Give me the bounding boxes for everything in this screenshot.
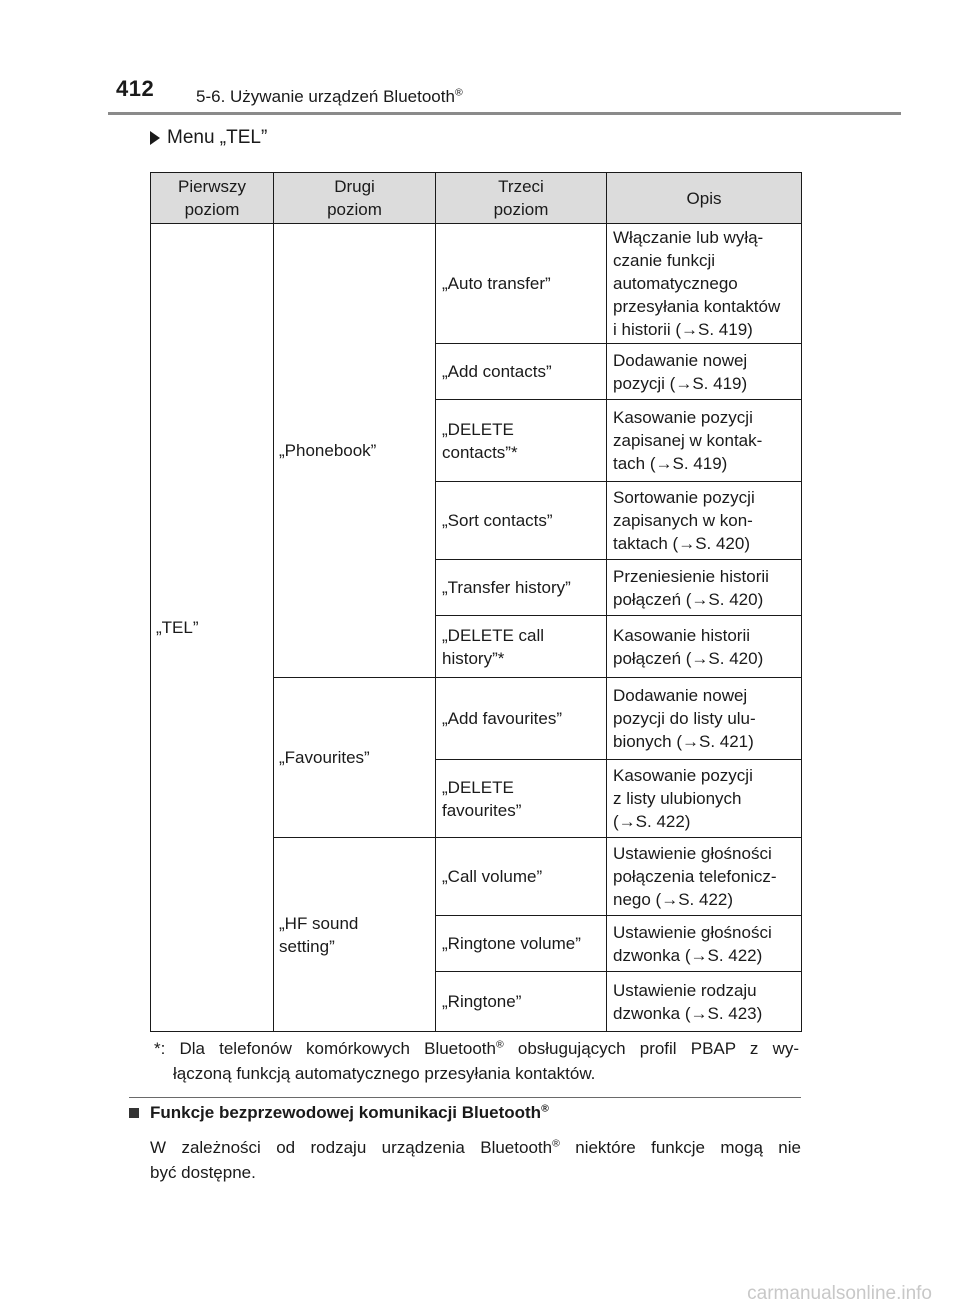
table-row [151,224,802,344]
third-level-cell [436,400,607,482]
description-cell-text: Ustawienie głośności dzwonka (→S. 422) [613,922,772,965]
second-level-cell-text: „HF sound setting” [279,913,359,956]
description-cell-text: Przeniesienie historii połączeń (→S. 420) [613,566,769,609]
description-cell-text: Sortowanie pozycji zapisanych w kon- taktach (→S. 420) [613,488,755,553]
description-cell-text: Kasowanie historii połączeń (→S. 420) [613,625,764,668]
third-level-cell-text: „Add contacts” [442,362,552,381]
third-level-cell-text: „DELETE favourites” [442,777,522,820]
registered-mark: ® [454,86,463,99]
description-cell-text: Kasowanie pozycji zapisanej w kontak- tach (→S. 419) [613,408,763,473]
third-level-cell-text: „Ringtone volume” [442,934,581,953]
third-level-cell-text: „DELETE contacts”* [442,419,518,462]
description-cell-text: Ustawienie głośności połączenia telefonicz- nego (→S. 422) [613,844,777,909]
table-body [151,224,802,1032]
square-bullet-icon [129,1108,139,1118]
section-divider [129,1097,801,1098]
description-cell [607,760,802,838]
third-level-cell [436,224,607,344]
header-rule [108,112,901,115]
third-level-cell-text: „DELETE call history”* [442,625,545,668]
description-cell [607,560,802,616]
description-cell [607,678,802,760]
third-level-cell [436,560,607,616]
header-second-level [274,173,436,224]
header-cell-text: Pierwszy poziom [177,177,246,219]
description-cell [607,838,802,916]
third-level-cell [436,916,607,972]
first-level-cell-text: „TEL” [156,618,199,637]
footnote [154,1036,799,1086]
header-cell-text: Opis [686,188,722,208]
third-level-cell-text: „Ringtone” [442,992,522,1011]
description-cell [607,616,802,678]
description-cell-text: Dodawanie nowej pozycji (→S. 419) [613,350,748,393]
third-level-cell [436,678,607,760]
section-heading: Funkcje bezprzewodowej komunikacji Bluetooth® [150,1102,549,1122]
header-third-level [436,173,607,224]
description-cell [607,224,802,344]
registered-mark: ® [541,1102,549,1115]
description-cell-text: Włączanie lub wyłą- czanie funkcji automatycznego przesyłania kontaktów i historii (→S. 419) [613,228,781,339]
second-level-cell [274,224,436,678]
description-cell-text: Dodawanie nowej pozycji do listy ulu- bionych (→S. 421) [613,686,756,751]
description-cell [607,972,802,1032]
second-level-cell [274,838,436,1032]
third-level-cell-text: „Add favourites” [442,709,562,728]
registered-mark: ® [495,1038,504,1051]
description-cell [607,400,802,482]
third-level-cell-text: „Sort contacts” [442,511,553,530]
description-cell-text: Kasowanie pozycji z listy ulubionych (→S. 422) [613,766,753,831]
triangle-right-icon [150,131,160,145]
third-level-cell-text: „Auto transfer” [442,274,551,293]
footnote-line: łączoną funkcją automatycznego przesyłania kontaktów. [173,1064,596,1083]
menu-heading: Menu „TEL” [150,127,267,149]
first-level-cell [151,224,274,1032]
description-cell [607,916,802,972]
description-cell [607,482,802,560]
header-first-level [151,173,274,224]
section-body [150,1135,801,1185]
third-level-cell [436,838,607,916]
second-level-cell [274,678,436,838]
menu-table [150,172,802,1032]
watermark: carmanualsonline.info [747,1283,932,1304]
table-header-row [151,173,802,224]
page-number: 412 [116,76,155,101]
third-level-cell [436,760,607,838]
description-cell [607,344,802,400]
section-body-line: być dostępne. [150,1163,256,1182]
header-description [607,173,802,224]
third-level-cell [436,616,607,678]
second-level-cell-text: „Phonebook” [279,441,377,460]
registered-mark: ® [552,1137,560,1150]
third-level-cell [436,482,607,560]
header-cell-text: Drugi poziom [327,177,382,219]
header-cell-text: Trzeci poziom [493,177,549,219]
section-body-line: W zależności od rodzaju urządzenia Bluetooth® niektóre funkcje mogą nie [150,1137,801,1157]
footnote-line: *: Dla telefonów komórkowych Bluetooth® obsługujących profil PBAP z wy- [154,1038,800,1058]
third-level-cell-text: „Transfer history” [442,578,571,597]
third-level-cell-text: „Call volume” [442,867,543,886]
second-level-cell-text: „Favourites” [279,748,370,767]
third-level-cell [436,972,607,1032]
description-cell-text: Ustawienie rodzaju dzwonka (→S. 423) [613,980,763,1023]
section-title: 5-6. Używanie urządzeń Bluetooth® [196,86,463,106]
third-level-cell [436,344,607,400]
